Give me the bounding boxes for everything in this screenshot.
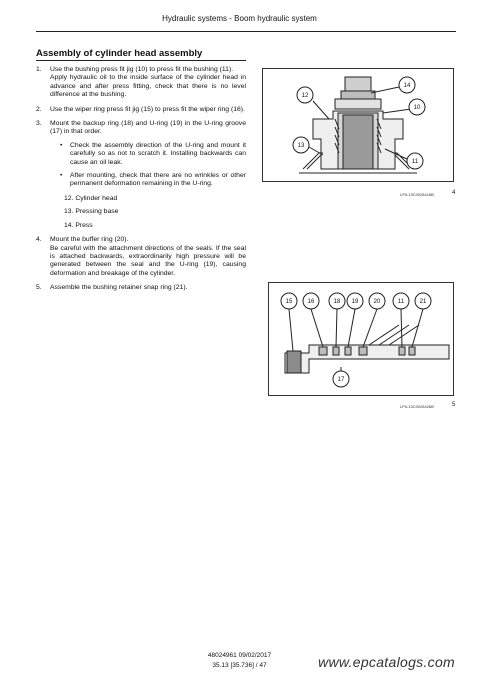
step-note: Apply hydraulic oil to the inside surface of the cylinder head in advance and after press fitting, check that there is no level difference at the bushing.: [50, 74, 246, 99]
step-text: Mount the backup ring (18) and U-ring (19) in the U-ring groove (17) in that order.: [50, 120, 246, 136]
step-text: Mount the buffer ring (20).: [50, 236, 129, 244]
step-4: [36, 236, 246, 278]
figure-4-drawing: [263, 69, 453, 181]
step-text: Use the wiper ring press fit jig (15) to press fit the wiper ring (16).: [50, 105, 245, 113]
callout-label: 21: [419, 299, 427, 305]
watermark-url: www.epcatalogs.com: [318, 654, 455, 670]
step-note: Be careful with the attachment directions of the seals. If the seal is attached backwards, extraordinarily high pressure will be generated between the seal and the U-ring (19), causing deformation and breakage of the cylinder.: [50, 244, 246, 277]
step-number: 4.: [36, 236, 42, 244]
footer-page-ref: 35.13 [35.736] / 47: [212, 662, 267, 669]
step-text: Use the bushing press fit jig (10) to press fit the bushing (11).: [50, 66, 234, 73]
bullet-item: • Check the assembly direction of the U-ring and mount it carefully so as not to scratch it. Installing backwards can cause an oil leak.: [60, 142, 246, 167]
page-header: Hydraulic systems - Boom hydraulic system: [162, 14, 317, 23]
section-title: Assembly of cylinder head assembly: [36, 48, 203, 59]
step-number: 1.: [36, 66, 42, 73]
figure-4-press-fit-illustration: [262, 68, 454, 182]
legend-item: 13. Pressing base: [64, 208, 119, 216]
header-divider: [36, 31, 456, 32]
callout-label: 10: [413, 105, 421, 111]
callout-label: 15: [285, 299, 293, 305]
figure-code: LPIL13C0028416B: [400, 192, 434, 197]
step-1: [36, 66, 246, 100]
step-number: 2.: [36, 105, 42, 113]
callout-label: 18: [333, 299, 341, 305]
legend-item: 12. Cylinder head: [64, 194, 118, 202]
figure-5-seal-illustration: [268, 282, 454, 396]
legend-item: 14. Press: [64, 221, 93, 229]
callout-label: 20: [373, 299, 381, 305]
callout-label: 17: [337, 377, 345, 383]
figure-code: LPIL13C0028426B: [400, 404, 434, 409]
callout-label: 14: [403, 83, 411, 89]
section-divider: [36, 60, 246, 61]
figure-number: 5: [452, 402, 456, 408]
step-text: Assemble the bushing retainer snap ring (21).: [50, 284, 188, 292]
step-number: 3.: [36, 120, 42, 128]
figure-number: 4: [452, 190, 456, 196]
callout-label: 16: [307, 299, 315, 305]
footer-doc-date: 48024961 09/02/2017: [207, 652, 272, 659]
step-3: [36, 120, 246, 230]
bullet-item: • After mounting, check that there are no wrinkles or other permanent deformation remaining in the U-ring.: [60, 172, 246, 189]
figure-legend: [64, 195, 246, 230]
step-number: 5.: [36, 284, 42, 292]
step-5: [36, 284, 246, 292]
callout-label: 11: [397, 299, 405, 305]
callout-label: 19: [351, 299, 359, 305]
callout-label: 12: [301, 93, 309, 99]
figure-5-drawing: [269, 283, 453, 395]
callout-label: 13: [297, 143, 305, 149]
callout-label: 11: [411, 159, 419, 165]
procedure-steps: [36, 66, 246, 299]
step-2: [36, 106, 246, 114]
